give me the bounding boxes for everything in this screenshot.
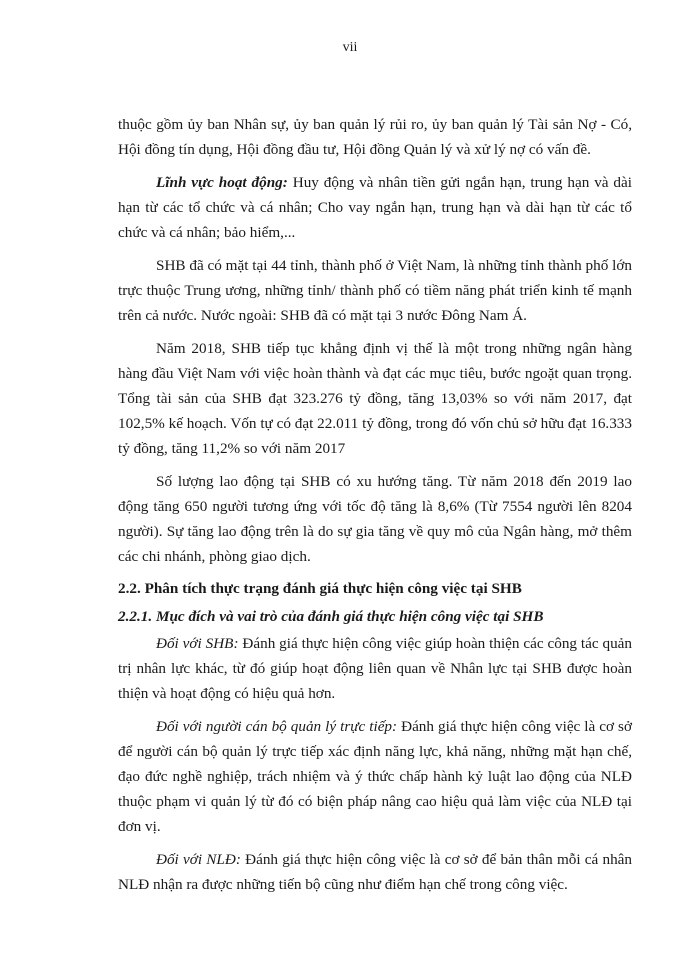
paragraph-text: Đánh giá thực hiện công việc giúp hoàn thiện các công tác quản trị nhân lực khác, từ đó giúp hoạt động liên quan về Nhân lực tại SHB được hoàn thiện và hoạt động có hiệu quả hơn. [118,635,633,702]
paragraph-text: Năm 2018, SHB tiếp tục khẳng định vị thế là một trong những ngân hàng hàng đầu Việt Nam với việc hoàn thành và đạt các mục tiêu, bước ngoặt quan trọng. Tổng tài sản của SHB đạt 323.276 tỷ đồng, tăng 13,03% so với năm 2017, đạt 102,5% kế hoạch. Vốn tự có đạt 22.011 tỷ đồng, trong đó vốn chủ sở hữu đạt 16.333 tỷ đồng, tăng 11,2% so với năm 2017 [118,340,632,457]
page-content [118,112,632,905]
subsection-heading: 2.2.1. Mục đích và vai trò của đánh giá thực hiện công việc tại SHB [118,608,544,625]
paragraph-text: Số lượng lao động tại SHB có xu hướng tăng. Từ năm 2018 đến 2019 lao động tăng 650 người tương ứng với tốc độ tăng là 8,6% (Từ 7554 người lên 8204 người). Sự tăng lao động trên là do sự gia tăng về quy mô của Ngân hàng, mở thêm các chi nhánh, phòng giao dịch. [118,473,632,565]
page-number: vii [342,40,358,55]
paragraph-text: Đánh giá thực hiện công việc là cơ sở để bản thân mỗi cá nhân NLĐ nhận ra được những tiến bộ cũng như điểm hạn chế trong công việc. [118,851,633,893]
paragraph-network [118,253,632,328]
paragraph-workforce [118,469,632,569]
paragraph-text: Đánh giá thực hiện công việc là cơ sở để người cán bộ quản lý trực tiếp xác định năng lực, khả năng, những mặt hạn chế, đạo đức nghề nghiệp, trách nhiệm và ý thức chấp hành kỷ luật lao động của NLĐ thuộc phạm vi quản lý từ đó có biện pháp nâng cao hiệu quả làm việc của NLĐ tại đơn vị. [118,718,632,835]
paragraph-text: thuộc gồm ủy ban Nhân sự, ủy ban quản lý rủi ro, ủy ban quản lý Tài sản Nợ - Có, Hội đồng tín dụng, Hội đồng đầu tư, Hội đồng Quản lý và xử lý nợ có vấn đề. [118,116,632,158]
paragraph-business-scope [118,170,632,245]
paragraph-lead: Đối với NLĐ: [156,851,241,868]
section-heading: 2.2. Phân tích thực trạng đánh giá thực hiện công việc tại SHB [118,580,522,597]
paragraph-lead: Đối với SHB: [156,635,239,652]
paragraph-for-managers [118,714,632,839]
paragraph-committees [118,112,632,162]
paragraph-lead: Đối với người cán bộ quản lý trực tiếp: [156,718,398,735]
paragraph-results-2018 [118,336,632,461]
paragraph-lead: Lĩnh vực hoạt động: [156,174,288,191]
paragraph-for-shb [118,631,632,706]
paragraph-text: SHB đã có mặt tại 44 tỉnh, thành phố ở Việt Nam, là những tỉnh thành phố lớn trực thuộc Trung ương, những tỉnh/ thành phố có tiềm năng phát triển kinh tế mạnh trên cả nước. Nước ngoài: SHB đã có mặt tại 3 nước Đông Nam Á. [118,257,632,324]
paragraph-for-employees [118,847,632,897]
paragraph-text: Huy động và nhân tiền gửi ngắn hạn, trung hạn và dài hạn từ các tổ chức và cá nhân; Cho vay ngắn hạn, trung hạn và dài hạn từ các tổ chức và cá nhân; bảo hiểm,... [118,174,632,241]
